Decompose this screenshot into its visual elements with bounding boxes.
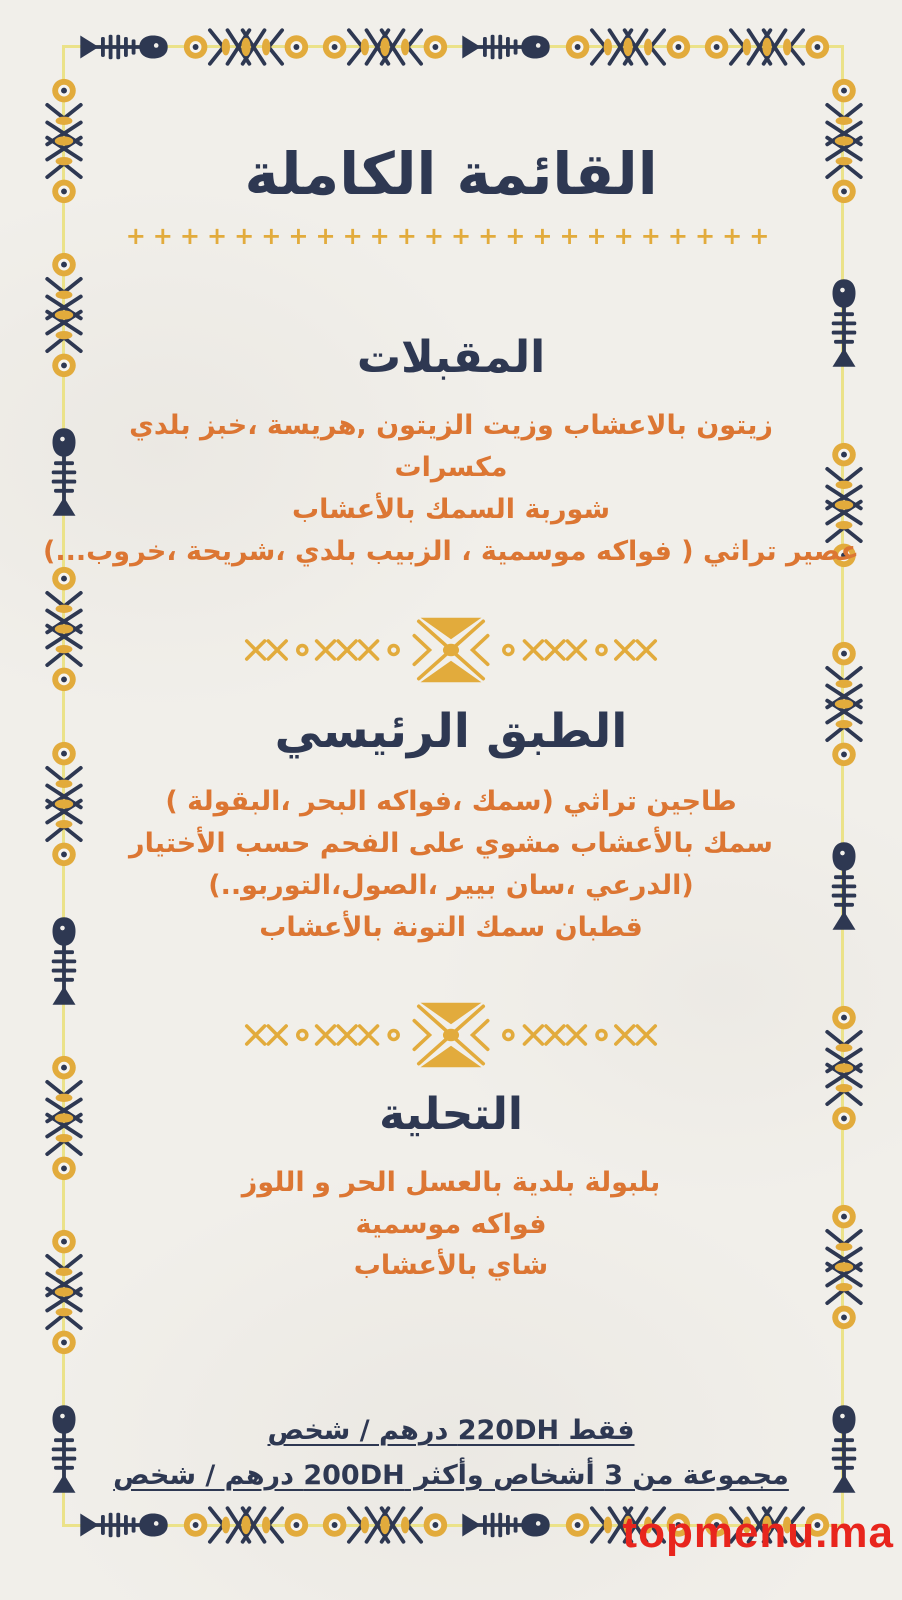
- berber-eye-motif-icon: [38, 252, 90, 378]
- menu-item: مكسرات: [394, 451, 508, 483]
- berber-eye-motif-icon: [818, 1204, 870, 1330]
- price-group: مجموعة من 3 أشخاص وأكثر 200DH درهم / شخص: [113, 1459, 789, 1491]
- menu-item: شاي بالأعشاب: [353, 1250, 549, 1282]
- menu-item: قطبان سمك التونة بالأعشاب: [259, 911, 643, 943]
- menu-item: طاجين تراثي (سمك ،فواكه البحر ،البقولة ): [165, 786, 737, 818]
- price-per-person: فقط 220DH درهم / شخص: [267, 1415, 635, 1447]
- pricing-block: [113, 1409, 789, 1498]
- fish-skeleton-icon: [826, 1403, 862, 1495]
- border-right: [813, 78, 875, 1495]
- fish-skeleton-icon: [46, 915, 82, 1007]
- page-title: القائمة الكاملة: [244, 140, 658, 208]
- fish-skeleton-icon: [46, 1403, 82, 1495]
- menu-item: عصير تراثي ( فواكه موسمية ، الزبيب بلدي ،شريحة ،خروب...): [43, 535, 859, 567]
- berber-eye-motif-icon: [38, 566, 90, 692]
- berber-eye-motif-icon: [38, 741, 90, 867]
- berber-eye-motif-icon: [818, 78, 870, 204]
- section-heading-dessert: التحلية: [379, 1088, 523, 1140]
- appetizers-list: [43, 405, 859, 572]
- gold-divider-ornament: [236, 612, 666, 688]
- fish-skeleton-icon: [826, 277, 862, 369]
- menu-item: (الدرعي ،سان بيير ،الصول،التوربو..): [208, 870, 694, 902]
- menu-item: زيتون بالاعشاب وزيت الزيتون ,هريسة ،خبز بلدي: [129, 410, 773, 441]
- main-course-list: [129, 781, 773, 948]
- watermark-topmenu: topmenu.ma: [622, 1508, 894, 1557]
- berber-eye-motif-icon: [818, 641, 870, 767]
- menu-item: سمك بالأعشاب مشوي على الفحم حسب الأختيار: [129, 828, 773, 860]
- berber-eye-motif-icon: [38, 1055, 90, 1181]
- dessert-list: [242, 1162, 660, 1288]
- menu-item: فواكه موسمية: [355, 1208, 547, 1240]
- menu-item: شوربة السمك بالأعشاب: [291, 493, 610, 525]
- berber-eye-motif-icon: [818, 1005, 870, 1131]
- menu-item: بلبولة بلدية بالعسل الحر و اللوز: [241, 1166, 661, 1198]
- section-heading-appetizers: المقبلات: [356, 332, 546, 383]
- gold-divider-ornament: [236, 997, 666, 1073]
- fish-skeleton-icon: [826, 840, 862, 932]
- border-left: [33, 78, 95, 1495]
- section-heading-main-course: الطبق الرئيسي: [274, 704, 628, 760]
- title-plus-ornament: ++++++++++++++++++++++++: [125, 222, 777, 250]
- berber-eye-motif-icon: [38, 78, 90, 204]
- berber-eye-motif-icon: [38, 1229, 90, 1355]
- menu-page: [43, 0, 859, 1600]
